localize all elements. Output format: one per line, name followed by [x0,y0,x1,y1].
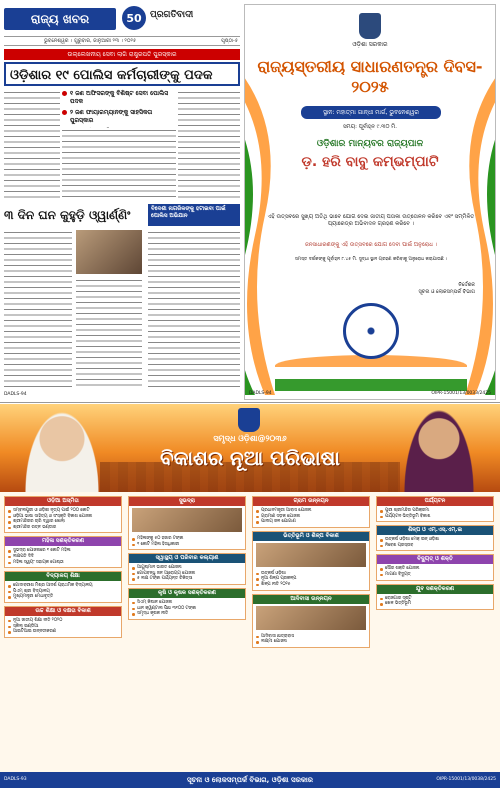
ad-code-left: DADLS-93 [4,777,27,782]
fog-photo [76,230,142,274]
tricolor-base-icon [275,355,467,391]
footer-dept: ସୂଚନା ଓ ଲୋକସମ୍ପର୍କ ବିଭାଗ, ଓଡ଼ିଶା ସରକାର [187,776,313,784]
info-box-item: ଶିଳ୍ପ ନୀତି ୨୦୨୫ [256,582,366,588]
info-box-list [377,535,493,550]
info-box-list [5,616,121,637]
govt-label: ଓଡ଼ିଶା ସରକାର [352,41,388,48]
ad-footer [0,772,500,788]
info-box-item: ପୁରୀ ଶ୍ରୀମନ୍ଦିର ପରିକ୍ରମା [380,508,490,514]
article-column [76,278,142,390]
info-box-list [5,546,121,567]
masthead [4,4,240,36]
info-box-item: ନିବେଶ ପ୍ରସ୍ତାବ [380,543,490,549]
info-box-list [5,506,121,532]
info-box-heading: ଓଡ଼ିଆ ଅସ୍ମିତା [5,497,121,506]
info-box-heading: କୃଷି ଓ କୃଷକ ସଶକ୍ତିକରଣ [129,589,245,598]
info-box-heading: ପର୍ଯ୍ୟଟନ [377,497,493,506]
bullet-icon [62,110,67,115]
bullet-item: ୧ ଜଣ ଅଫିସରଙ୍କୁ ବିଶିଷ୍ଟ ସେବା ପୋଲିସ ପଦକ [62,90,176,106]
public-note: ଜନସାଧାରଣଙ୍କୁ ଏହି ଉତ୍ସବରେ ଯୋଗ ଦେବା ପାଇଁ ଅନୁରୋଧ । [304,242,438,248]
info-box-heading: ଭିତ୍ତିଭୂମି ଓ ଶିଳ୍ପ ବିକାଶ [253,532,369,541]
info-box [4,536,122,568]
date-text: ଭୁବନେଶ୍ୱର । ଗୁରୁବାର, ଜାନୁଆରୀ ୨୩ । ୨୦୨୫ [44,38,137,44]
ad-column [4,496,122,641]
pm-portrait [24,410,100,492]
info-box [376,554,494,580]
info-box [4,571,122,603]
info-box-item: ପ୍ରଧାନମନ୍ତ୍ରୀ ଆବାସ ଯୋଜନା [256,508,366,514]
ad-column [252,496,370,651]
venue-pill: ସ୍ଥାନ: ମହାତ୍ମା ଗାନ୍ଧୀ ମାର୍ଗ, ଭୁବନେଶ୍ୱର [301,106,441,119]
info-box-item: ଧାନ କ୍ୱିଣ୍ଟାଲ ପିଛା ୩୧୦୦ ଟଙ୍କା [132,606,242,612]
ashoka-chakra-icon [343,303,399,359]
signatory-dept: ସୂଚନା ଓ ଲୋକସମ୍ପର୍କ ବିଭାଗ [418,289,475,295]
info-box [252,594,370,648]
info-box-heading: ଯୁବ ସଶକ୍ତିକରଣ [377,585,493,594]
info-box-item: ଖେଳ ଭିତ୍ତିଭୂମି [380,601,490,607]
info-box [4,496,122,533]
bullet-icon [62,91,67,96]
info-box-heading: ଶିଳ୍ପ ଓ ଏମ୍.ଏସ୍.ଏମ୍.ଇ [377,526,493,535]
ad-code-right: OIPR-15001/13/0033/2425 [431,391,491,396]
info-box [128,553,246,585]
info-box-item: ଉତ୍କର୍ଷ ଓଡ଼ିଶା ମେକ୍ ଇନ୍ ଓଡ଼ିଶା [380,537,490,543]
info-box-item: ସିଏମ୍ କିଷାନ ଯୋଜନା [132,600,242,606]
ad-body [0,492,500,772]
page-number: ପୃଷ୍ଠା-୫ [221,38,238,44]
info-box-list [253,506,369,527]
info-box-item: ସମ୍ବଲପୁରୀ ଓ ଓଡ଼ିଶୀ ନୃତ୍ୟ ପାଇଁ ୨୦୦ କୋଟି [8,508,118,514]
info-box-list [129,534,245,549]
info-box-item: ଆଇଟିଆଇ ଉନ୍ନତୀକରଣ [8,629,118,635]
info-box [376,496,494,522]
paper-name: ପ୍ରଗତିବାଦୀ [150,10,194,20]
page-divider [0,402,500,403]
foreigner-story-headline: ବିଦେଶୀ ନାଗରିକଙ୍କୁ ହଟାଇବା ପାଇଁ ପୋଲିସ ଅଭିଯାନ [148,204,240,226]
info-box-item: ପିଏମ୍ ଶ୍ରୀ ବିଦ୍ୟାଳୟ [8,589,118,595]
cm-portrait [404,410,474,492]
odisha-emblem-icon [359,13,381,39]
info-box-photo [256,543,366,567]
info-box-list [377,564,493,579]
dateline [4,36,240,46]
signatory: ନିର୍ଦ୍ଦେଶକ [458,282,475,288]
section-title: ରାଜ୍ୟ ଖବର [4,8,116,30]
ad-banner [0,404,500,492]
info-box-item: ୧ କୋଟି ମହିଳା ହିତାଧିକାରୀ [132,542,242,548]
info-box-item: ମହିଳା ସ୍ୱୟଂ ସହାୟକ ଗୋଷ୍ଠୀ [8,560,118,566]
info-box-item: ଲକ୍ଷପତି ଦିଦି [8,554,118,560]
article-column [4,90,60,200]
info-box-item: ନୂଆ ଜାତୀୟ ଶିକ୍ଷା ନୀତି ୨୦୨୦ [8,618,118,624]
info-box-item: ଶ୍ରୀମନ୍ଦିର ରତ୍ନ ଭଣ୍ଡାର [8,525,118,531]
ad-code-left: DADLS-94 [249,391,272,396]
governor-name: ଡ଼. ହରି ବାବୁ କମ୍ଭମ୍ପାଟି [301,154,439,170]
republic-day-ad [244,4,496,400]
development-ad [0,404,500,788]
info-box-heading: ଆଦିବାସୀ ଉନ୍ନୟନ [253,595,369,604]
ad-column [128,496,246,623]
info-box-list [253,632,369,647]
info-box [4,606,122,638]
ad-code-left: DADLS-94 [4,392,27,397]
info-box-item: ନୂଆ ଶିଳ୍ପ ପ୍ରକଳ୍ପ [256,576,366,582]
info-box-item: ପର୍ଯ୍ୟଟନ ଭିତ୍ତିଭୂମି ବିକାଶ [380,514,490,520]
bullet-item: ୨ ଜଣ ଫାୟାରମ୍ୟାନଙ୍କୁ ସାହସିକତା ପୁରସ୍କାର [62,109,176,125]
info-box-item: ସୌର ଶକ୍ତି ଯୋଜନା [380,566,490,572]
info-box-heading: ଉଚ୍ଚ ଶିକ୍ଷା ଓ ଦକ୍ଷତା ବିକାଶ [5,607,121,616]
info-box [376,584,494,610]
seating-note: ସମସ୍ତ ଦର୍ଶକଙ୍କୁ ପୂର୍ବାହ୍ନ ୮.୪୫ ମି. ସୁଦ୍ଧା ସ୍ଥାନ ଗ୍ରହଣ କରିବାକୁ ଅନୁରୋଧ କରାଯାଉଛି । [294,257,448,262]
info-box-item: ରୋଜଗାର ସୃଷ୍ଟି [380,596,490,602]
info-box-heading: ବିଦ୍ୟାଳୟ ଶିକ୍ଷା [5,572,121,581]
ad-code-right: OIPR-15001/13/0038/2425 [436,777,496,782]
info-box-item: ସୁଭଦ୍ରା ଯୋଜନାରେ ୧ କୋଟି ମହିଳା [8,548,118,554]
info-box-item: ଗୋଦାବରୀଶ ମିଶ୍ର ଆଦର୍ଶ ପ୍ରାଥମିକ ବିଦ୍ୟାଳୟ [8,583,118,589]
story-subhead: ଉଲ୍ଲେଖନୀୟ ସେବା ଲାଗି ରାଷ୍ଟ୍ରପତି ପୁରସ୍କାର [4,49,240,60]
info-box-photo [132,508,242,532]
info-box-item: ସ୍କିଲ୍ ଇଣ୍ଡିଆ [8,624,118,630]
info-box [376,525,494,551]
flag-ribbon-right-icon [435,65,496,395]
info-box-heading: ଗ୍ରାମ ଉନ୍ନୟନ [253,497,369,506]
info-box-item: ଉତ୍କର୍ଷ ଓଡ଼ିଶା [256,571,366,577]
info-box-item: ସମୃଦ୍ଧ କୃଷକ ନୀତି [132,611,242,617]
article-column [4,230,72,390]
info-box-list [253,569,369,590]
article-column [178,90,240,200]
article-column [62,128,176,200]
flag-ribbon-left-icon [244,65,305,395]
ad-column [376,496,494,613]
anniversary-logo: 50 [122,6,146,30]
info-box-item: ଶ୍ରୀମନ୍ଦିରର ଚାରି ଦ୍ୱାର ଖୋଲା [8,519,118,525]
info-box-item: ଲକ୍ଷ୍ମୀ ଯୋଜନା [256,639,366,645]
info-box-heading: ମହିଳା ସଶକ୍ତିକରଣ [5,537,121,546]
info-box-item: ମହିଳାଙ୍କୁ ୫୦ ହଜାର ଟଙ୍କା [132,536,242,542]
article-column [148,230,240,390]
info-box [252,496,370,528]
ad-title: ବିକାଶର ନୂଆ ପରିଭାଷା [160,446,340,470]
story-headline: ଓଡ଼ିଶାର ୧୯ ପୋଲିସ କର୍ମଚାରୀଙ୍କୁ ପଦକ [4,62,240,86]
info-box-heading: ବିଦ୍ୟୁତ୍ ଓ ଶକ୍ତି [377,555,493,564]
info-box [128,588,246,620]
odisha-emblem-icon [238,408,260,432]
info-box-list [129,598,245,619]
governor-title: ଓଡ଼ିଶାର ମାନ୍ୟବର ରାଜ୍ୟପାଳ [316,139,424,149]
ad-tagline: ସମୃଦ୍ଧ ଓଡ଼ିଶା@୨୦୩୬ [213,434,287,443]
info-box [128,496,246,550]
info-box-list [377,506,493,521]
info-box-item: ଆୟୁଷ୍ମାନ ଭାରତ ଯୋଜନା [132,565,242,571]
invite-text: ଏହି ଉତ୍ସବରେ ସୁଖ୍ୟ ଅତିଥି ଭାବେ ଯୋଗ ଦେଇ ଜାତୀୟ ପତାକା ଉତ୍ତୋଳନ କରିବେ ଏବଂ ସମ୍ମିଳିତ ପ୍ୟାରେଡ୍‌ର ଅଭିବାଦନ ଗ୍ରହଣ କରିବେ । [267,214,475,227]
info-box-item: ପାନୀୟ ଜଳ ଯୋଗାଣ [256,519,366,525]
info-box [252,531,370,591]
info-box-item: ମୁଖ୍ୟମନ୍ତ୍ରୀ ମେଧାବୃତ୍ତି [8,594,118,600]
info-box-item: ମାଗଣା ବିଦ୍ୟୁତ୍ [380,572,490,578]
info-box-item: ୫ ଲକ୍ଷ ଟଙ୍କା ପର୍ଯ୍ୟନ୍ତ ଚିକିତ୍ସା [132,576,242,582]
info-box-heading: ସୁଭଦ୍ରା [129,497,245,506]
fog-warning-headline: ୩ ଦିନ ଘନ କୁହୁଡ଼ି ଓ୍ୱାର୍ଣ୍ଣିଂ [4,208,131,222]
info-box-photo [256,606,366,630]
info-box-heading: ସ୍ୱାସ୍ଥ୍ୟ ଓ ପରିବାର କଲ୍ୟାଣ [129,554,245,563]
info-box-list [5,581,121,602]
info-box-list [129,563,245,584]
signature-block [419,282,475,296]
info-box-item: ଗ୍ରାମୀଣ ସଡ଼କ ଯୋଜନା [256,514,366,520]
ad-title: ରାଜ୍ୟସ୍ତରୀୟ ସାଧାରଣତନ୍ତ୍ର ଦିବସ- ୨୦୨୫ [257,57,483,96]
info-box-item: ଗୋପବନ୍ଧୁ ଜନ ଆରୋଗ୍ୟ ଯୋଜନା [132,571,242,577]
event-time: ସମୟ: ପୂର୍ବାହ୍ନ ୯.୩୦ ମି. [342,124,398,130]
info-box-list [377,594,493,609]
info-box-item: ଆଦିବାସୀ ଛାତ୍ରାବାସ [256,634,366,640]
info-box-item: ଓଡ଼ିଆ ଭାଷା ସାହିତ୍ୟ ଓ ସଂସ୍କୃତି ବିକାଶ ଯୋଜନା [8,514,118,520]
